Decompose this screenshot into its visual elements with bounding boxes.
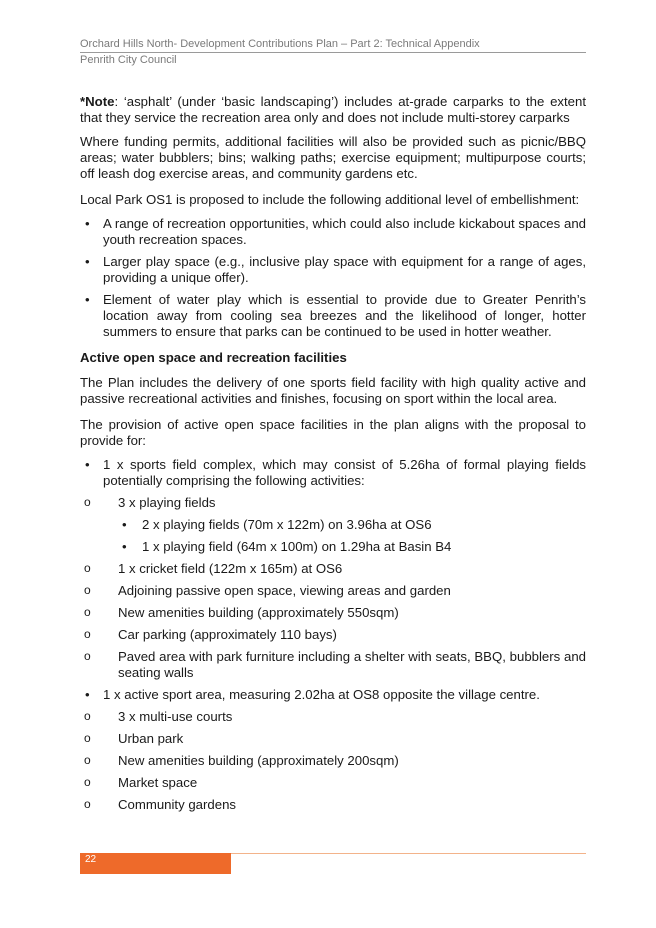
active-sport-text: 1 x active sport area, measuring 2.02ha at OS8 opposite the village centre. — [103, 687, 540, 702]
page-footer — [80, 853, 586, 874]
funding-paragraph: Where funding permits, additional facilities will also be provided such as picnic/BBQ areas; water bubblers; bins; walking paths; exercise equipment; multipurpose courts; off leash dog exercise areas, and community gardens etc. — [80, 134, 586, 181]
list-item: o 1 x cricket field (122m x 165m) at OS6 — [80, 561, 586, 577]
plan-paragraph: The Plan includes the delivery of one sports field facility with high quality active and passive recreational activities and finishes, focusing on sport within the local area. — [80, 375, 586, 406]
list-item: o New amenities building (approximately 550sqm) — [80, 605, 586, 621]
list-item-active-sport — [80, 687, 586, 813]
active-sport-sublist — [103, 709, 586, 813]
list-item: o New amenities building (approximately 200sqm) — [80, 753, 586, 769]
list-item: • Element of water play which is essential to provide due to Greater Penrith’s location away from cooling sea breezes and the likelihood of longer, hotter summers to ensure that parks can be continued to be used in hotter weather. — [80, 292, 586, 340]
section-heading: Active open space and recreation facilities — [80, 350, 347, 365]
list-item: o Car parking (approximately 110 bays) — [80, 627, 586, 643]
list-item-sports-complex — [80, 457, 586, 681]
os1-list — [80, 216, 586, 340]
sports-complex-sublist — [103, 495, 586, 681]
list-item: • A range of recreation opportunities, which could also include kickabout spaces and youth recreation spaces. — [80, 216, 586, 248]
facilities-list — [80, 457, 586, 813]
header-rule — [80, 52, 586, 53]
list-item: • Larger play space (e.g., inclusive play space with equipment for a range of ages, providing a unique offer). — [80, 254, 586, 286]
page-number: 22 — [80, 853, 231, 874]
os1-intro-paragraph: Local Park OS1 is proposed to include the following additional level of embellishment: — [80, 192, 580, 207]
note-label: *Note — [80, 94, 115, 109]
list-item: o Adjoining passive open space, viewing areas and garden — [80, 583, 586, 599]
note-paragraph — [80, 94, 586, 126]
note-text: : ‘asphalt’ (under ‘basic landscaping’) includes at-grade carparks to the extent that they service the recreation area only and does not include multi-storey carparks — [80, 94, 586, 125]
playing-fields-sublist — [118, 517, 586, 555]
list-item: • 1 x playing field (64m x 100m) on 1.29ha at Basin B4 — [80, 539, 586, 555]
list-item: o Community gardens — [80, 797, 586, 813]
page-header — [80, 38, 586, 67]
playing-fields-text: 3 x playing fields — [118, 495, 216, 510]
list-item: o Market space — [80, 775, 586, 791]
list-item: o Paved area with park furniture including a shelter with seats, BBQ, bubblers and seating walls — [80, 649, 586, 681]
list-item-playing-fields — [80, 495, 586, 555]
list-item: o Urban park — [80, 731, 586, 747]
provision-paragraph: The provision of active open space facilities in the plan aligns with the proposal to provide for: — [80, 417, 586, 448]
list-item: • 2 x playing fields (70m x 122m) on 3.96ha at OS6 — [80, 517, 586, 533]
sports-complex-text: 1 x sports field complex, which may consist of 5.26ha of formal playing fields potentially comprising the following activities: — [103, 457, 586, 488]
document-title: Orchard Hills North- Development Contributions Plan – Part 2: Technical Appendix — [80, 38, 480, 50]
list-item: o 3 x multi-use courts — [80, 709, 586, 725]
council-name: Penrith City Council — [80, 54, 177, 66]
page-content — [80, 94, 586, 819]
